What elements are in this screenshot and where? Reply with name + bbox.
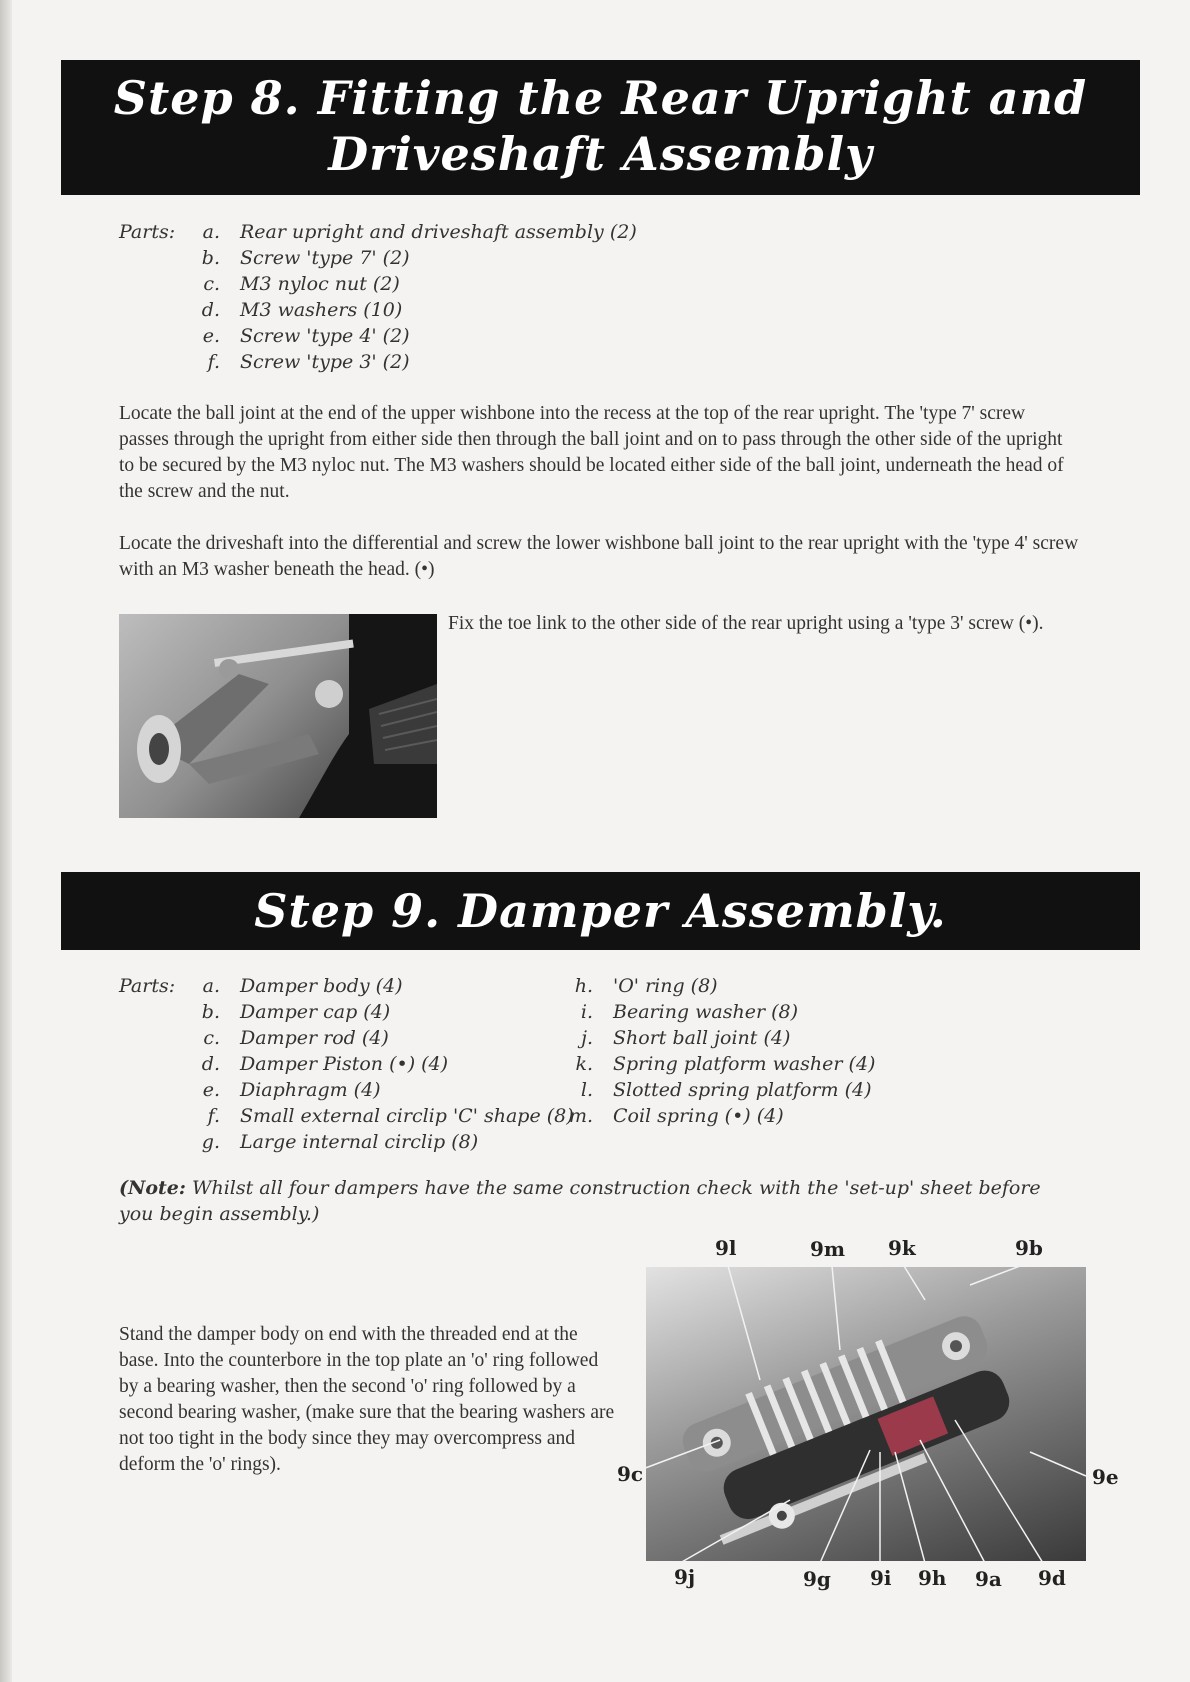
callout-9l: 9l	[715, 1236, 737, 1260]
callout-9i: 9i	[870, 1566, 892, 1590]
part-text: Screw 'type 7' (2)	[240, 247, 410, 269]
step8-paragraph-1: Locate the ball joint at the end of the upper wishbone into the recess at the top of the rear upright. The 'type 7' screw passes through the upright from either side then through the ball joint and on to pass through the other side of the upright to be secured by the M3 nyloc nut. The M3 washers should be located either side of the ball joint, underneath the head of the screw and the nut.	[119, 403, 1064, 502]
part-key: a.	[202, 221, 220, 243]
part-key: l.	[580, 1079, 593, 1101]
part-key: e.	[202, 1079, 220, 1101]
part-text: Damper cap (4)	[240, 1001, 391, 1023]
part-key: h.	[574, 975, 593, 997]
part-key: e.	[202, 325, 220, 347]
part-key: c.	[203, 273, 220, 295]
part-text: Screw 'type 3' (2)	[240, 351, 410, 373]
part-key: d.	[201, 1053, 220, 1075]
part-text: M3 nyloc nut (2)	[240, 273, 400, 295]
part-text: Large internal circlip (8)	[240, 1131, 479, 1153]
parts-label: Parts:	[119, 221, 176, 243]
step8-title-line1: Step 8. Fitting the Rear Upright and	[113, 71, 1088, 125]
callout-9b: 9b	[1015, 1236, 1043, 1260]
part-text: Rear upright and driveshaft assembly (2)	[240, 221, 637, 243]
part-key: b.	[201, 247, 220, 269]
part-key: i.	[580, 1001, 593, 1023]
part-text: Slotted spring platform (4)	[613, 1079, 872, 1101]
part-key: c.	[203, 1027, 220, 1049]
part-text: Coil spring (•) (4)	[613, 1105, 784, 1127]
part-text: Damper rod (4)	[240, 1027, 389, 1049]
part-key: g.	[201, 1131, 220, 1153]
part-key: a.	[202, 975, 220, 997]
callout-9g: 9g	[803, 1567, 831, 1591]
part-text: Damper Piston (•) (4)	[240, 1053, 449, 1075]
part-key: f.	[207, 351, 220, 373]
part-key: b.	[201, 1001, 220, 1023]
parts-label: Parts:	[119, 975, 176, 997]
callout-9m: 9m	[810, 1237, 846, 1261]
part-text: Damper body (4)	[240, 975, 403, 997]
part-text: Diaphragm (4)	[240, 1079, 381, 1101]
callout-9d: 9d	[1038, 1566, 1066, 1590]
callout-9c: 9c	[617, 1462, 644, 1486]
part-text: M3 washers (10)	[240, 299, 403, 321]
note-text: Whilst all four dampers have the same construction check with the 'set-up' sheet before you begin assembly.)	[119, 1177, 1041, 1225]
part-key: m.	[568, 1105, 593, 1127]
part-key: f.	[207, 1105, 220, 1127]
step9-title: Step 9. Damper Assembly.	[254, 884, 947, 938]
part-key: d.	[201, 299, 220, 321]
step9-paragraph-1: Stand the damper body on end with the threaded end at the base. Into the counterbore in the top plate an 'o' ring followed by a bearing washer, then the second 'o' ring followed by a second bearing washer, (make sure that the bearing washers are not too tight in the body since they may overcompress and deform the 'o' rings).	[119, 1324, 615, 1475]
step8-paragraph-3: Fix the toe link to the other side of the rear upright using a 'type 3' screw (•).	[448, 613, 1044, 634]
callout-9e: 9e	[1092, 1465, 1119, 1489]
part-text: Screw 'type 4' (2)	[240, 325, 410, 347]
part-key: k.	[575, 1053, 593, 1075]
part-text: Spring platform washer (4)	[613, 1053, 876, 1075]
callout-9k: 9k	[888, 1236, 916, 1260]
note-label: (Note:	[119, 1177, 186, 1199]
part-text: Bearing washer (8)	[613, 1001, 798, 1023]
callout-9a: 9a	[975, 1567, 1002, 1591]
callout-9j: 9j	[674, 1565, 696, 1589]
step8-paragraph-2: Locate the driveshaft into the differential and screw the lower wishbone ball joint to the rear upright with the 'type 4' screw with an M3 washer beneath the head. (•)	[119, 533, 1079, 580]
part-text: 'O' ring (8)	[613, 975, 718, 997]
callout-9h: 9h	[918, 1566, 947, 1590]
step8-title-line2: Driveshaft Assembly	[328, 127, 873, 181]
part-text: Short ball joint (4)	[613, 1027, 791, 1049]
part-text: Small external circlip 'C' shape (8)	[240, 1105, 574, 1127]
part-key: j.	[581, 1027, 593, 1049]
